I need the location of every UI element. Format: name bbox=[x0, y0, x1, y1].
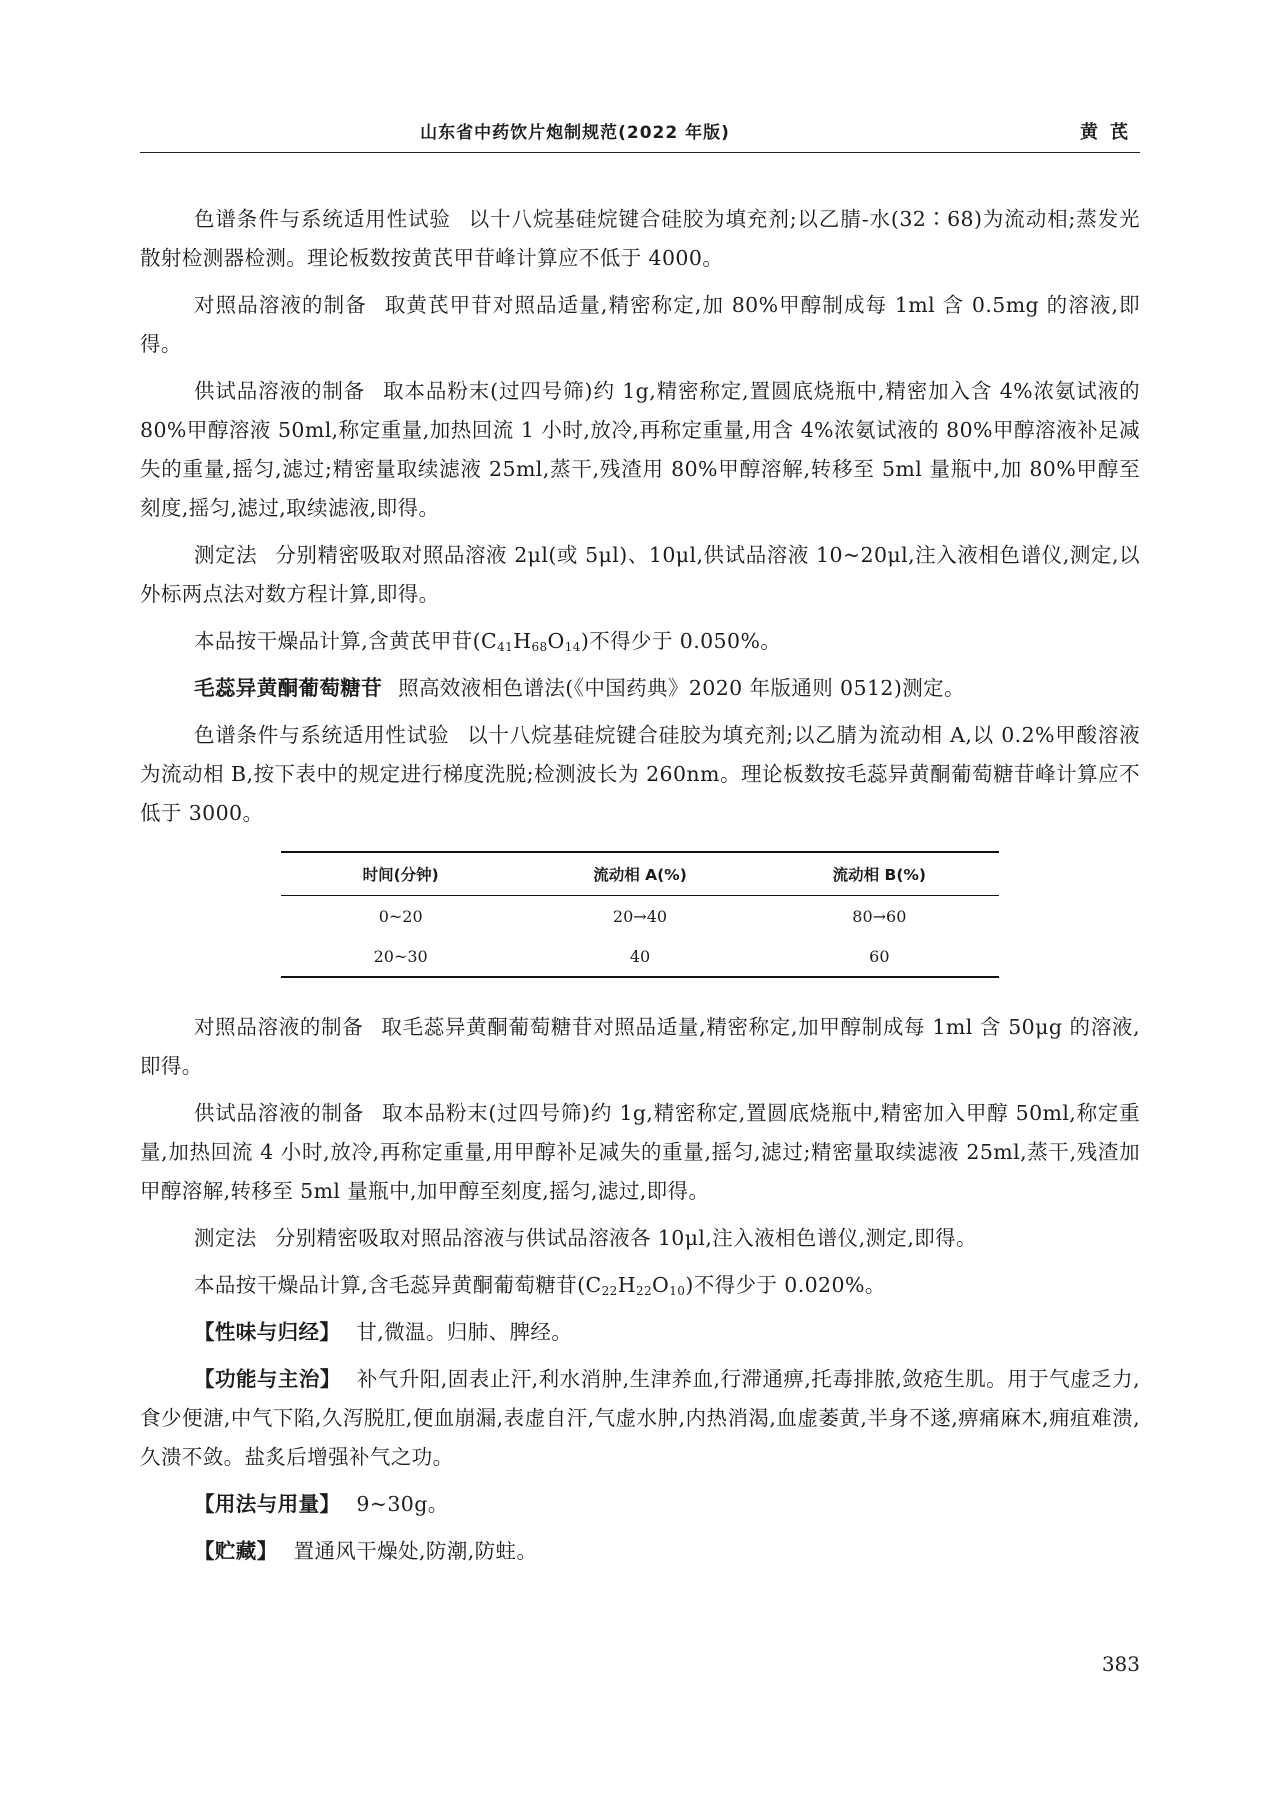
paragraph-text: 取毛蕊异黄酮葡萄糖苷对照品适量,精密称定,加甲醇制成每 1ml 含 50μg 的溶液,即得。 bbox=[140, 1015, 1140, 1078]
paragraph-text: 照高效液相色谱法(《中国药典》2020 年版通则 0512)测定。 bbox=[398, 676, 965, 700]
formula-element: H bbox=[617, 1273, 636, 1297]
column-header: 流动相 B(%) bbox=[760, 852, 999, 896]
paragraph-calycosin-heading bbox=[140, 669, 1140, 708]
section-nature-meridian bbox=[140, 1313, 1140, 1352]
formula-subscript: 14 bbox=[564, 640, 581, 654]
paragraph-label: 毛蕊异黄酮葡萄糖苷 bbox=[194, 676, 383, 700]
table-cell: 60 bbox=[760, 936, 999, 977]
paragraph-procedure-1 bbox=[140, 536, 1140, 614]
formula-subscript: 22 bbox=[601, 1284, 618, 1298]
paragraph-limit-calycosin bbox=[140, 1266, 1140, 1305]
book-title: 山东省中药饮片炮制规范(2022 年版) bbox=[420, 123, 730, 143]
table-cell: 20→40 bbox=[612, 906, 668, 926]
section-label: 【贮藏】 bbox=[194, 1539, 278, 1563]
paragraph-text: 取本品粉末(过四号筛)约 1g,精密称定,置圆底烧瓶中,精密加入含 4%浓氨试液的 80%甲醇溶液 50ml,称定重量,加热回流 1 小时,放冷,再称定重量,用含 4%浓氨试液的 80%甲醇溶液补足减失的重量,摇匀,滤过;精密量取续滤液 25ml,蒸干,残渣用 80%甲醇溶解,转移至 5ml 量瓶中,加 80%甲醇至刻度,摇匀,滤过,取续滤液,即得。 bbox=[140, 379, 1140, 520]
paragraph-label: 对照品溶液的制备 bbox=[194, 293, 367, 317]
section-label: 【功能与主治】 bbox=[194, 1367, 341, 1391]
section-usage-dosage bbox=[140, 1485, 1140, 1524]
paragraph-text: 以十八烷基硅烷键合硅胶为填充剂;以乙腈为流动相 A,以 0.2%甲酸溶液为流动相 B,按下表中的规定进行梯度洗脱;检测波长为 260nm。理论板数按毛蕊异黄酮葡萄糖苷峰计算应不低于 3000。 bbox=[140, 723, 1140, 825]
section-label: 【性味与归经】 bbox=[194, 1320, 341, 1344]
section-text: 甘,微温。归肺、脾经。 bbox=[356, 1320, 573, 1344]
table-cell: 80→60 bbox=[852, 906, 907, 926]
herb-name: 黄芪 bbox=[1080, 122, 1140, 143]
paragraph-text: 取黄芪甲苷对照品适量,精密称定,加 80%甲醇制成每 1ml 含 0.5mg 的溶液,即得。 bbox=[140, 293, 1141, 356]
formula-subscript: 68 bbox=[531, 640, 548, 654]
paragraph-label: 测定法 bbox=[194, 1226, 257, 1250]
column-header: 流动相 A(%) bbox=[520, 852, 759, 896]
paragraph-label: 色谱条件与系统适用性试验 bbox=[194, 207, 451, 231]
paragraph-text: 分别精密吸取对照品溶液与供试品溶液各 10μl,注入液相色谱仪,测定,即得。 bbox=[274, 1226, 977, 1250]
paragraph-chromatography-2 bbox=[140, 716, 1140, 833]
column-header: 时间(分钟) bbox=[281, 852, 520, 896]
table-row bbox=[281, 936, 999, 977]
table-header-row bbox=[281, 852, 999, 896]
formula-subscript: 10 bbox=[669, 1284, 686, 1298]
formula-subscript: 41 bbox=[497, 640, 514, 654]
formula-element: O bbox=[547, 629, 565, 653]
gradient-table bbox=[281, 851, 999, 978]
table-cell: 40 bbox=[520, 936, 759, 977]
section-function-indication bbox=[140, 1360, 1140, 1477]
section-text: 置通风干燥处,防潮,防蛀。 bbox=[293, 1539, 538, 1563]
paragraph-reference-solution-1 bbox=[140, 286, 1140, 364]
formula-element: H bbox=[513, 629, 532, 653]
paragraph-limit-astragaloside bbox=[140, 622, 1140, 661]
section-label: 【用法与用量】 bbox=[194, 1492, 341, 1516]
paragraph-chromatography-1 bbox=[140, 200, 1140, 278]
formula-text-pre: 本品按干燥品计算,含毛蕊异黄酮葡萄糖苷(C bbox=[194, 1273, 602, 1297]
paragraph-procedure-2 bbox=[140, 1219, 1140, 1258]
formula-text-post: )不得少于 0.020%。 bbox=[685, 1273, 886, 1297]
section-text: 9~30g。 bbox=[356, 1492, 449, 1516]
table-cell: 0~20 bbox=[378, 906, 423, 926]
paragraph-label: 供试品溶液的制备 bbox=[194, 1101, 365, 1125]
formula-text-post: )不得少于 0.050%。 bbox=[580, 629, 782, 653]
formula-subscript: 22 bbox=[635, 1284, 653, 1298]
formula-element: O bbox=[652, 1273, 670, 1297]
table-row bbox=[281, 896, 999, 937]
running-header bbox=[140, 112, 1140, 152]
section-text: 补气升阳,固表止汗,利水消肿,生津养血,行滞通痹,托毒排脓,敛疮生肌。用于气虚乏力,食少便溏,中气下陷,久泻脱肛,便血崩漏,表虚自汗,气虚水肿,内热消渴,血虚萎黄,半身不遂,痹痛麻木,痈疽难溃,久溃不敛。盐炙后增强补气之功。 bbox=[140, 1367, 1140, 1469]
paragraph-text: 以十八烷基硅烷键合硅胶为填充剂;以乙腈-水(32∶68)为流动相;蒸发光散射检测器检测。理论板数按黄芪甲苷峰计算应不低于 4000。 bbox=[140, 207, 1140, 270]
paragraph-test-solution-1 bbox=[140, 372, 1140, 528]
paragraph-reference-solution-2 bbox=[140, 1008, 1140, 1086]
paragraph-label: 对照品溶液的制备 bbox=[194, 1015, 364, 1039]
paragraph-test-solution-2 bbox=[140, 1094, 1140, 1211]
paragraph-text: 分别精密吸取对照品溶液 2μl(或 5μl)、10μl,供试品溶液 10~20μl,注入液相色谱仪,测定,以外标两点法对数方程计算,即得。 bbox=[140, 543, 1140, 606]
page-body bbox=[140, 200, 1140, 1579]
paragraph-label: 测定法 bbox=[194, 543, 258, 567]
paragraph-label: 色谱条件与系统适用性试验 bbox=[194, 723, 450, 747]
header-rule bbox=[140, 152, 1140, 153]
formula-text-pre: 本品按干燥品计算,含黄芪甲苷(C bbox=[194, 629, 498, 653]
paragraph-text: 取本品粉末(过四号筛)约 1g,精密称定,置圆底烧瓶中,精密加入甲醇 50ml,称定重量,加热回流 4 小时,放冷,再称定重量,用甲醇补足减失的重量,摇匀,滤过;精密量取续滤液 25ml,蒸干,残渣加甲醇溶解,转移至 5ml 量瓶中,加甲醇至刻度,摇匀,滤过,即得。 bbox=[140, 1101, 1141, 1203]
gradient-table-wrapper bbox=[140, 851, 1140, 978]
page-number: 383 bbox=[1101, 1652, 1140, 1676]
paragraph-label: 供试品溶液的制备 bbox=[194, 379, 366, 403]
table-cell: 20~30 bbox=[281, 936, 520, 977]
section-storage bbox=[140, 1532, 1140, 1571]
